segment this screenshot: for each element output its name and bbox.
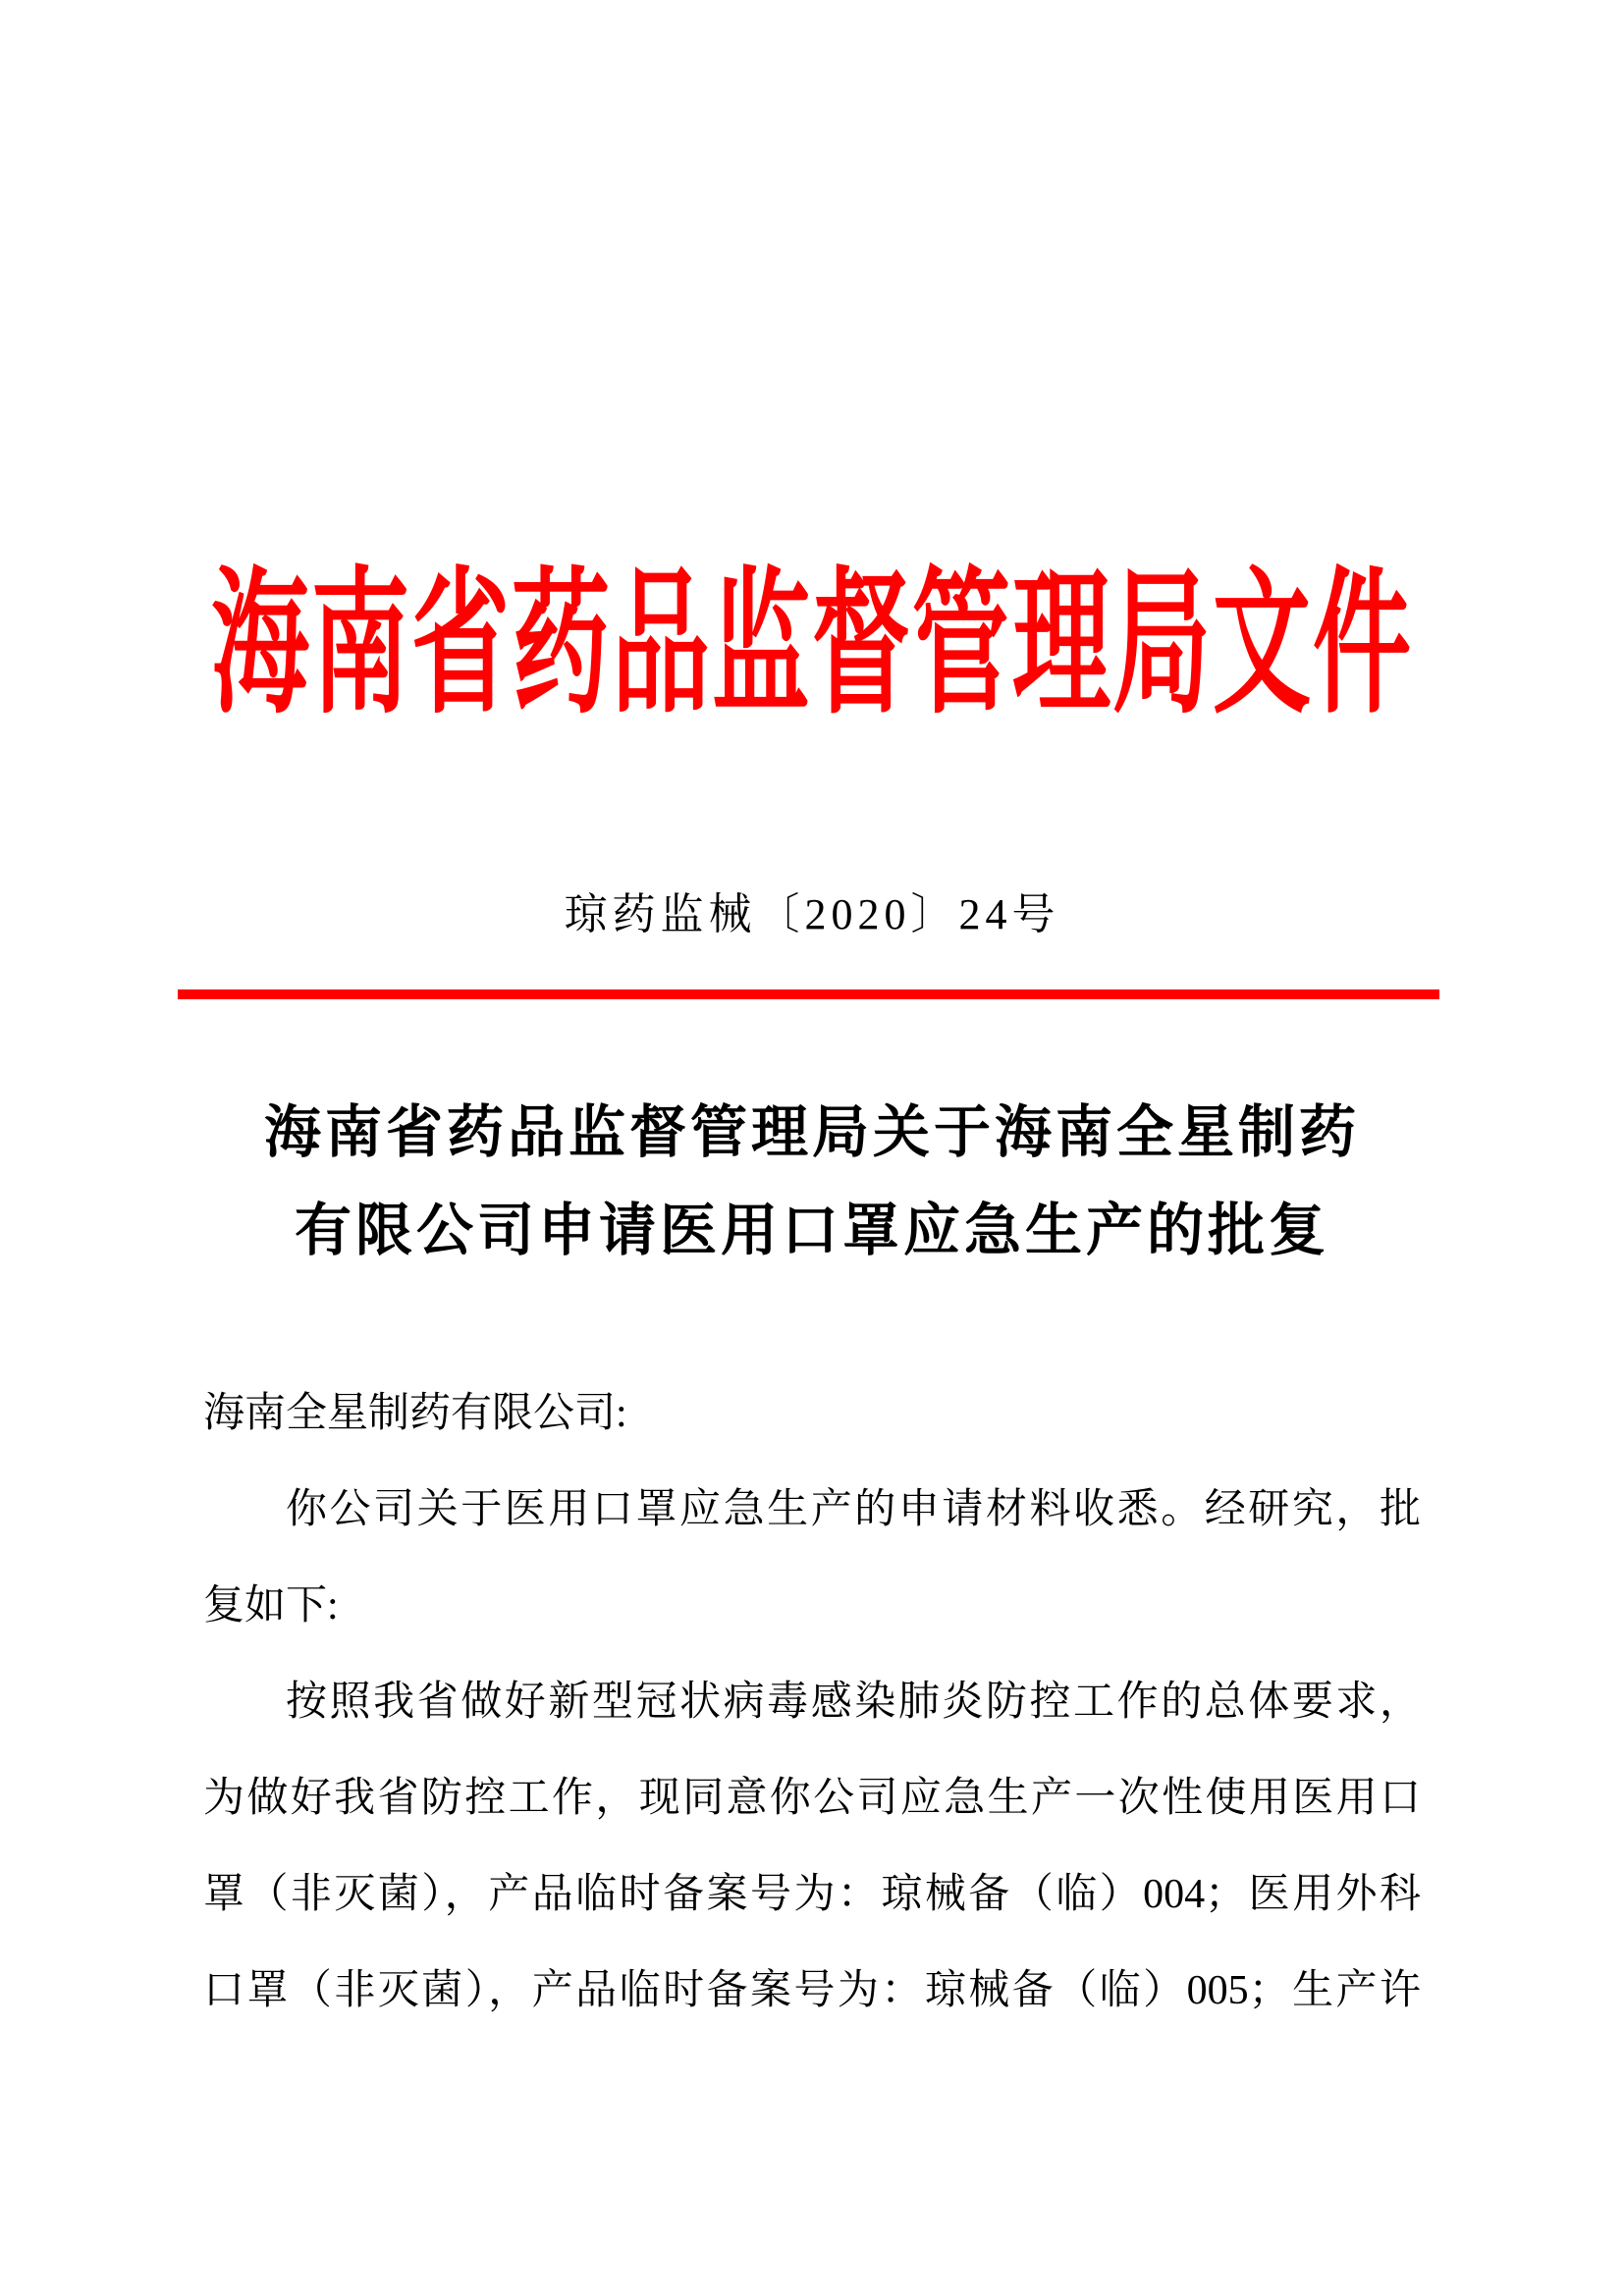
body-line: 你公司关于医用口罩应急生产的申请材料收悉。经研究，批 [286,1487,1421,1532]
letterhead-agency-name: 海南省药品监督管理局文件 [211,558,1413,732]
document-title-line-1: 海南省药品监督管理局关于海南全星制药 [263,1100,1360,1164]
document-number: 琼药监械〔2020〕24号 [564,890,1060,938]
body-line: 按照我省做好新型冠状病毒感染肺炎防控工作的总体要求， [286,1680,1421,1725]
document-title-line-2: 有限公司申请医用口罩应急生产的批复 [294,1199,1329,1262]
document-title [0,1084,1624,1280]
body-line: 为做好我省防控工作，现同意你公司应急生产一次性使用医用口 [203,1776,1421,1821]
body-line: 复如下: [203,1583,339,1629]
body-line-salutation: 海南全星制药有限公司: [203,1391,627,1436]
body-text [203,1365,1421,2039]
body-line: 口罩（非灭菌），产品临时备案号为：琼械备（临）005；生产许 [203,1968,1421,2013]
body-line: 罩（非灭菌），产品临时备案号为：琼械备（临）004；医用外科 [203,1872,1421,1917]
letterhead-red-rule [178,989,1439,999]
